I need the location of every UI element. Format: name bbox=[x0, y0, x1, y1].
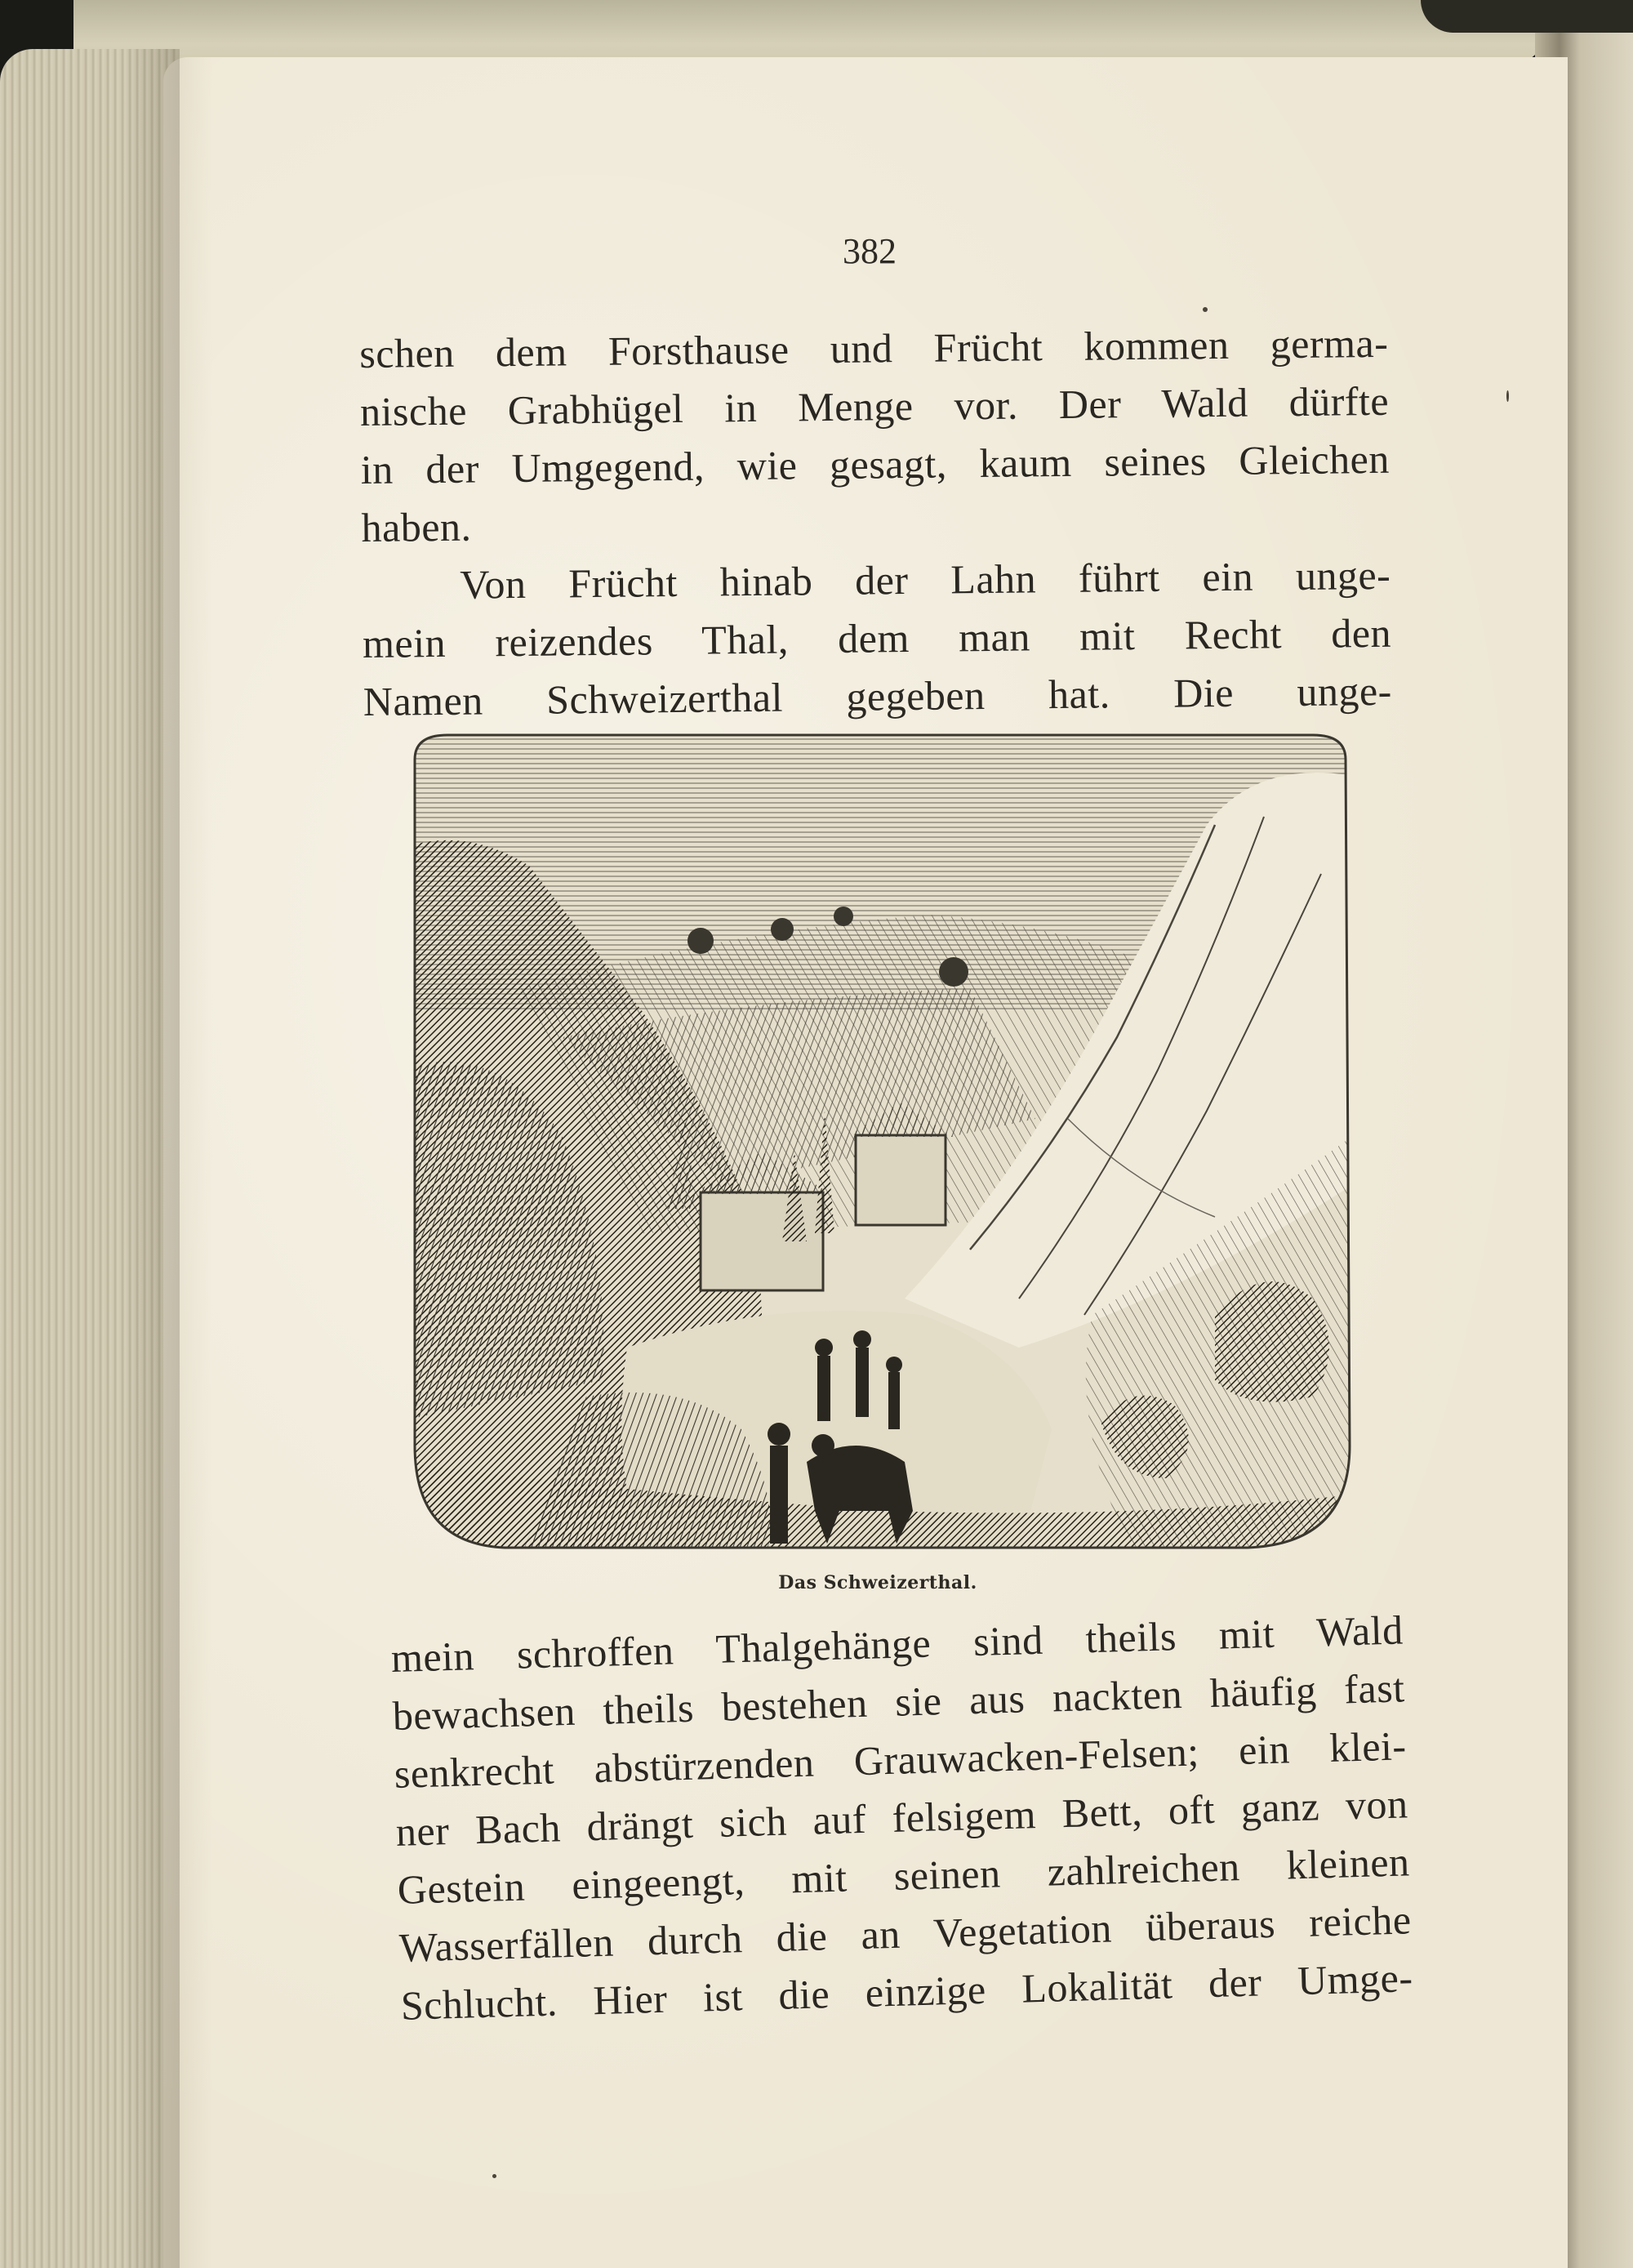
paper-speck bbox=[492, 2174, 496, 2178]
text-line: schen dem Forsthause und Frücht kommen germa- bbox=[359, 319, 1389, 377]
shrub bbox=[1215, 1281, 1329, 1402]
text-line: Gestein eingeengt, mit seinen zahlreichen kleinen bbox=[397, 1838, 1411, 1913]
text-line: bewachsen theils bestehen sie aus nackten häufig fast bbox=[392, 1664, 1406, 1739]
background-corner bbox=[1421, 0, 1633, 33]
text-line: Namen Schweizerthal gegeben hat. Die unge- bbox=[363, 667, 1393, 724]
body-text-top bbox=[359, 314, 1392, 731]
text-line: ner Bach drängt sich auf felsigem Bett, oft ganz von bbox=[395, 1780, 1409, 1855]
engraving-schweizerthal bbox=[398, 727, 1354, 1556]
text-line: senkrecht abstürzenden Grauwacken-Felsen; ein klei- bbox=[394, 1722, 1408, 1797]
text-line: nische Grabhügel in Menge vor. Der Wald dürfte bbox=[359, 377, 1390, 434]
body-text-bottom bbox=[390, 1601, 1413, 2034]
paper-speck bbox=[1506, 390, 1509, 402]
text-line: mein reizendes Thal, dem man mit Recht den bbox=[362, 609, 1392, 666]
paper-speck bbox=[1203, 307, 1208, 312]
text-line: in der Umgegend, wie gesagt, kaum seines Gleichen bbox=[360, 435, 1390, 492]
text-line: mein schroffen Thalgehänge sind theils mit Wald bbox=[390, 1606, 1404, 1681]
figure-caption: Das Schweizerthal. bbox=[778, 1572, 977, 1593]
mill-house bbox=[856, 1135, 946, 1225]
page-number: 382 bbox=[843, 231, 897, 271]
text-line: Wasserfällen durch die an Vegetation überaus reiche bbox=[398, 1896, 1413, 1971]
engraving-scene bbox=[398, 727, 1354, 1556]
text-line: Schlucht. Hier ist die einzige Lokalität der Umge- bbox=[400, 1954, 1414, 2029]
text-line: Von Frücht hinab der Lahn führt ein unge- bbox=[460, 551, 1391, 608]
page-edge-shadow bbox=[122, 49, 180, 2268]
text-line: haben. bbox=[361, 503, 472, 550]
